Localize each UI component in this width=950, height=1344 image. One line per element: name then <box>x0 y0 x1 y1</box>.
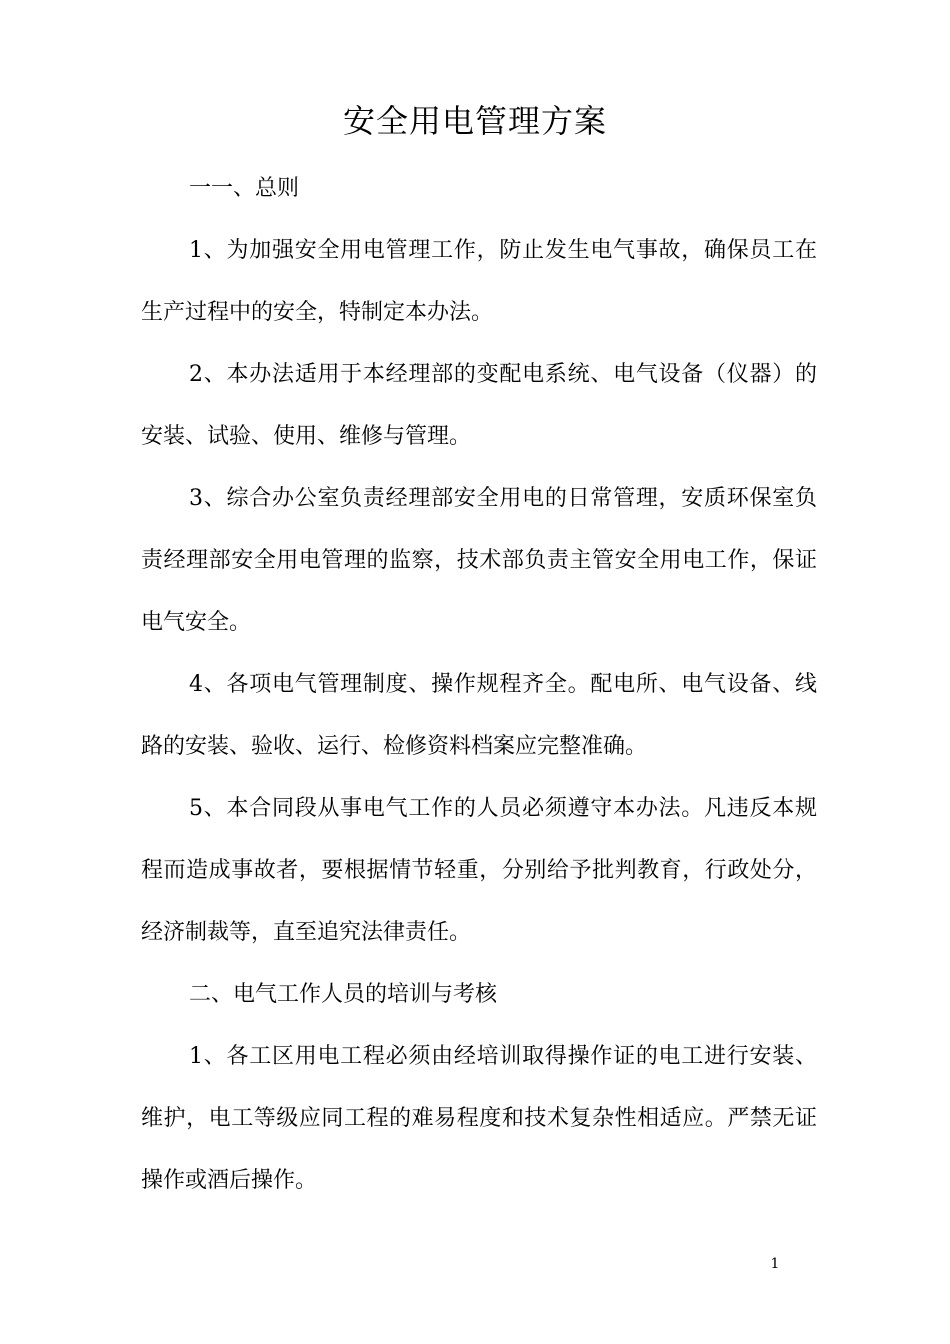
paragraph-1-5: 5、本合同段从事电气工作的人员必须遵守本办法。凡违反本规程而造成事故者，要根据情节轻重，分别给予批判教育，行政处分，经济制裁等，直至追究法律责任。 <box>141 796 817 945</box>
paragraph-1-4: 4、各项电气管理制度、操作规程齐全。配电所、电气设备、线路的安装、验收、运行、检修资料档案应完整准确。 <box>141 672 817 759</box>
paragraph-1-3: 3、综合办公室负责经理部安全用电的日常管理，安质环保室负责经理部安全用电管理的监察，技术部负责主管安全用电工作，保证电气安全。 <box>141 486 817 635</box>
section-heading-training: 二、电气工作人员的培训与考核 <box>189 982 498 1007</box>
paragraph-1-1: 1、为加强安全用电管理工作，防止发生电气事故，确保员工在生产过程中的安全，特制定本办法。 <box>141 238 817 325</box>
paragraph-1-2: 2、本办法适用于本经理部的变配电系统、电气设备（仪器）的安装、试验、使用、维修与管理。 <box>141 362 817 449</box>
page-number: 1 <box>770 1256 780 1272</box>
document-title: 安全用电管理方案 <box>342 102 607 140</box>
paragraph-2-1: 1、各工区用电工程必须由经培训取得操作证的电工进行安装、维护，电工等级应同工程的难易程度和技术复杂性相适应。严禁无证操作或酒后操作。 <box>141 1044 817 1193</box>
document-body <box>141 158 817 1212</box>
section-heading-general: 一一、总则 <box>189 176 300 201</box>
